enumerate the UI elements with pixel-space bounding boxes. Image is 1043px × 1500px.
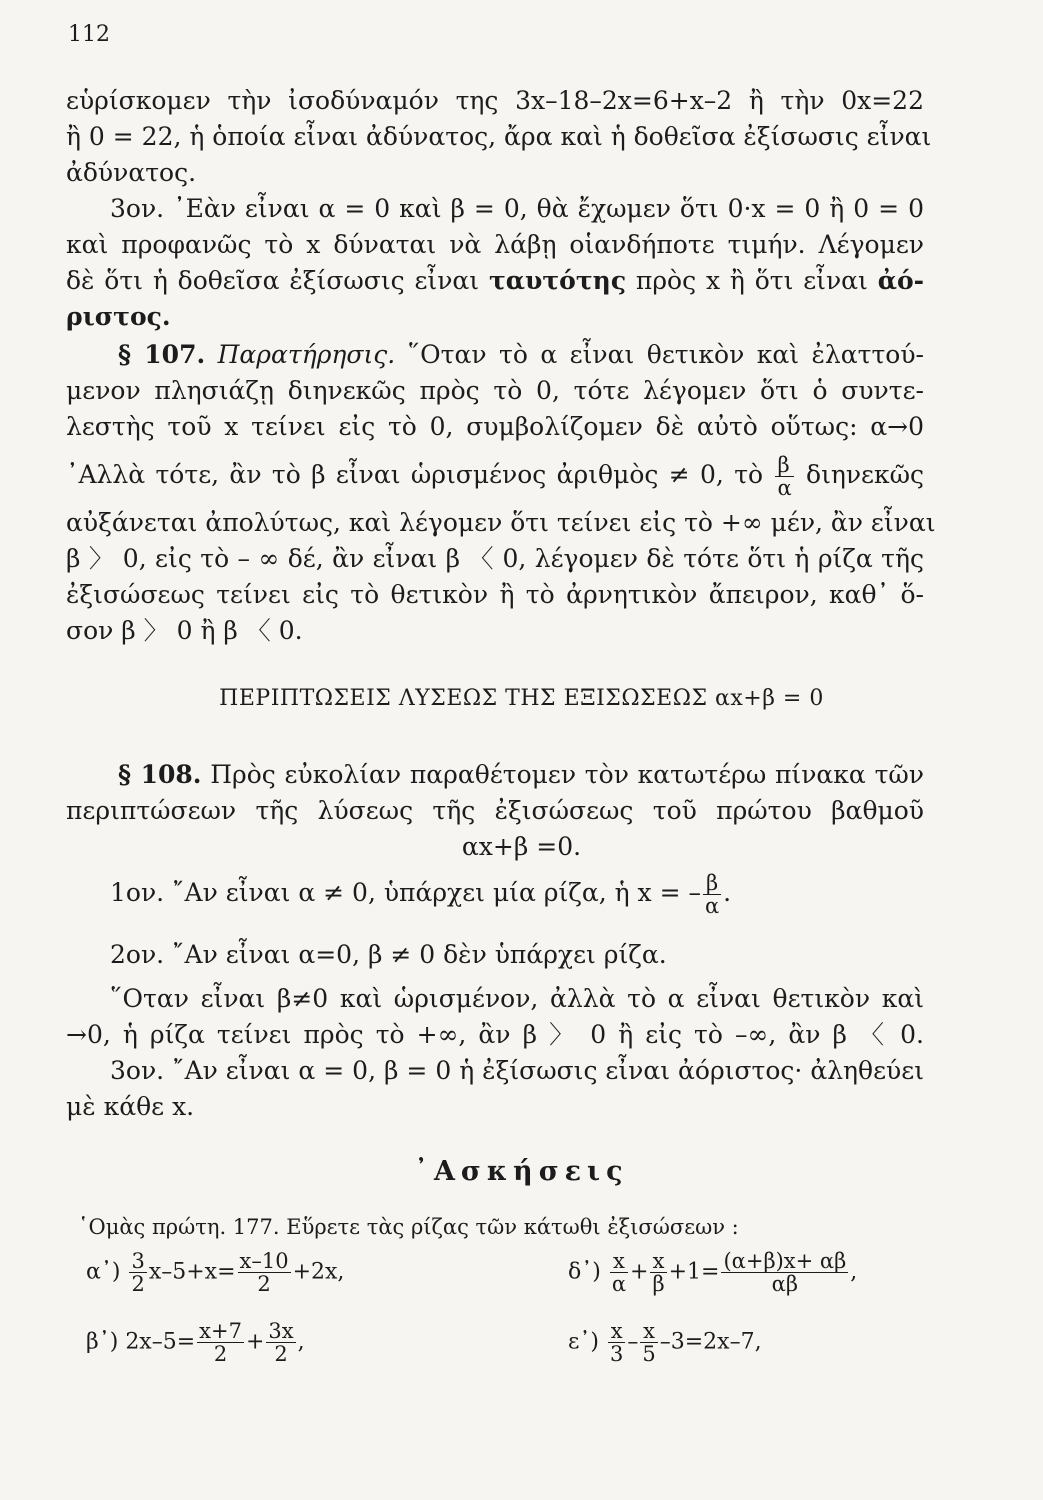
text-line: λεστὴς τοῦ x τείνει εἰς τὸ 0, συμβολίζομεν δὲ αὐτὸ οὕτως: α→0 bbox=[66, 412, 924, 441]
fraction-beta-alpha: $\frac{\beta}{\alpha}$ bbox=[777, 453, 792, 500]
section-title: Παρατήρησις. bbox=[217, 340, 396, 369]
section-heading: ΠΕΡΙΠΤΩΣΕΙΣ ΛΥΣΕΩΣ ΤΗΣ ΕΞΙΣΩΣΕΩΣ αx+β = 0 bbox=[219, 686, 824, 711]
text-line: καὶ προφανῶς τὸ x δύναται νὰ λάβῃ οἱανδήποτε τιμήν. Λέγομεν bbox=[66, 230, 924, 259]
text-span: ᾿Αλλὰ τότε, ἂν τὸ β εἶναι ὡρισμένος ἀριθμὸς ≠ 0, τὸ bbox=[66, 460, 764, 489]
text-span: δὲ ὅτι ἡ δοθεῖσα ἐξίσωσις εἶναι bbox=[66, 266, 480, 295]
text-span: ῞Οταν τὸ α εἶναι θετικὸν καὶ ἐλαττού- bbox=[407, 340, 924, 369]
text-line: εὑρίσκομεν τὴν ἰσοδύναμόν της 3x–18–2x=6+x–2 ἢ τὴν 0x=22 bbox=[66, 86, 924, 115]
text-line: 2ον. ῎Αν εἶναι α=0, β ≠ 0 δὲν ὑπάρχει ρίζα. bbox=[110, 940, 667, 969]
text-line bbox=[118, 340, 924, 370]
text-line bbox=[110, 872, 924, 917]
text-line: περιπτώσεων τῆς λύσεως τῆς ἐξισώσεως τοῦ πρώτου βαθμοῦ bbox=[66, 796, 924, 825]
text-line: ἢ 0 = 22, ἡ ὁποία εἶναι ἀδύνατος, ἄρα καὶ ἡ δοθεῖσα ἐξίσωσις εἶναι bbox=[66, 122, 932, 151]
text-line: σον β 〉 0 ἢ β 〈 0. bbox=[66, 616, 303, 645]
exercise-b: β᾿) 2x–5= $\frac{x+7}{2}$ + $\frac{3x}{2}$ , bbox=[86, 1319, 305, 1366]
period: . bbox=[723, 878, 732, 907]
equation-line: αx+β =0. bbox=[461, 832, 582, 861]
exercise-a: α᾿) $\frac{3}{2}$ x–5+x= $\frac{x-10}{2}$ +2x, bbox=[86, 1249, 345, 1296]
text-line: 3ον. ῎Αν εἶναι α = 0, β = 0 ἡ ἐξίσωσις εἶναι ἀόριστος· ἀληθεύει bbox=[110, 1056, 924, 1085]
page-number: 112 bbox=[68, 22, 110, 47]
text-line: 3ον. ᾿Εὰν εἶναι α = 0 καὶ β = 0, θὰ ἔχωμεν ὅτι 0·x = 0 ἢ 0 = 0 bbox=[110, 194, 924, 223]
text-line: β 〉 0, εἰς τὸ – ∞ δέ, ἂν εἶναι β 〈 0, λέγομεν δὲ τότε ὅτι ἡ ρίζα τῆς bbox=[66, 544, 924, 573]
text-span: διηνεκῶς bbox=[806, 460, 925, 489]
section-number: § 107. bbox=[118, 340, 206, 369]
text-span: 1ον. ῎Αν εἶναι α ≠ 0, ὑπάρχει μία ρίζα, ἡ x = – bbox=[110, 878, 701, 907]
text-line bbox=[66, 266, 924, 296]
exercise-e: ε᾿) $\frac{x}{3}$ – $\frac{x}{5}$ –3=2x–7, bbox=[568, 1319, 762, 1366]
exercise-d: δ᾿) $\frac{x}{\alpha}$ + $\frac{x}{\beta}$ +1= $\frac{(\alpha+\beta)x+ \alpha\beta}{\alpha\beta}$ , bbox=[568, 1249, 858, 1296]
text-span: πρὸς x ἢ ὅτι εἶναι bbox=[635, 266, 868, 295]
text-line: ῞Οταν εἶναι β≠0 καὶ ὡρισμένον, ἀλλὰ τὸ α εἶναι θετικὸν καὶ bbox=[110, 984, 924, 1013]
text-line bbox=[118, 760, 924, 790]
text-line bbox=[66, 454, 924, 499]
exercise-group: ῾Ομὰς πρώτη. 177. Εὕρετε τὰς ρίζας τῶν κάτωθι ἐξισώσεων : bbox=[78, 1215, 739, 1239]
text-line: μὲ κάθε x. bbox=[66, 1092, 195, 1121]
text-span: Πρὸς εὐκολίαν παραθέτομεν τὸν κατωτέρω πίνακα τῶν bbox=[210, 760, 924, 789]
section-number: § 108. bbox=[118, 760, 202, 789]
text-line: αὐξάνεται ἀπολύτως, καὶ λέγομεν ὅτι τείνει εἰς τὸ +∞ μέν, ἂν εἶναι bbox=[66, 508, 936, 537]
text-line: ἐξισώσεως τείνει εἰς τὸ θετικὸν ἢ τὸ ἀρνητικὸν ἄπειρον, καθ᾿ ὅ- bbox=[66, 580, 924, 609]
term-aoristos: ἀό- bbox=[877, 266, 924, 295]
term-tautotis: ταυτότης bbox=[488, 266, 627, 295]
fraction-beta-alpha: $\frac{\beta}{\alpha}$ bbox=[704, 871, 720, 918]
term-aoristos-end: ριστος. bbox=[66, 302, 171, 331]
text-line: μενον πλησιάζῃ διηνεκῶς πρὸς τὸ 0, τότε λέγομεν ὅτι ὁ συντε- bbox=[66, 376, 924, 405]
exercises-title: ᾿Ασκήσεις bbox=[414, 1156, 629, 1187]
text-line: →0, ἡ ρίζα τείνει πρὸς τὸ +∞, ἂν β 〉 0 ἢ εἰς τὸ –∞, ἂν β 〈 0. bbox=[66, 1020, 924, 1049]
text-line: ἀδύνατος. bbox=[66, 158, 197, 187]
